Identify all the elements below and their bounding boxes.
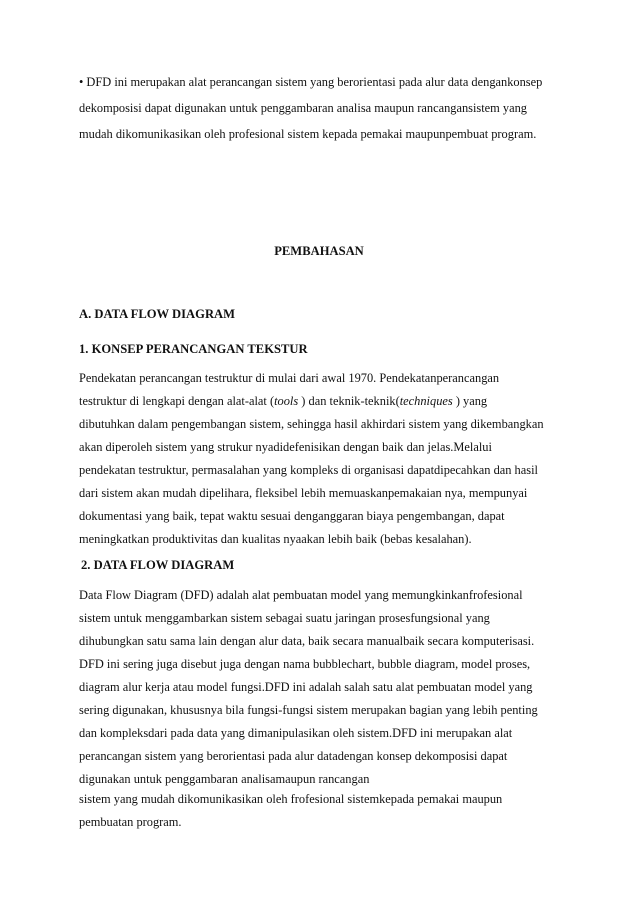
subsection-1-line-4: akan diperoleh sistem yang strukur nyadidefenisikan dengan baik dan jelas.Melalui — [79, 440, 492, 454]
intro-line-3: mudah dikomunikasikan oleh profesional sistem kepada pemakai maupunpembuat program. — [79, 127, 537, 141]
subsection-2-line-10: sistem yang mudah dikomunikasikan oleh frofesional sistemkepada pemakai maupun — [79, 792, 503, 806]
line-2-part-a: testruktur di lengkapi dengan alat-alat ( — [79, 394, 275, 408]
subsection-1-line-3: dibutuhkan dalam pengembangan sistem, sehingga hasil akhirdari sistem yang dikembangkan — [79, 417, 544, 431]
subsection-1-line-2 — [79, 393, 487, 409]
section-a-title: A. DATA FLOW DIAGRAM — [79, 307, 236, 321]
subsection-2-line-7: dan kompleksdari pada data yang dimanipulasikan oleh sistem.DFD ini merupakan alat — [79, 726, 513, 740]
subsection-1-title: 1. KONSEP PERANCANGAN TEKSTUR — [79, 342, 308, 356]
subsection-1-line-1: Pendekatan perancangan testruktur di mulai dari awal 1970. Pendekatanperancangan — [79, 371, 500, 385]
subsection-1-line-8: meningkatkan produktivitas dan kualitas nyaakan lebih baik (bebas kesalahan). — [79, 532, 472, 546]
subsection-2-line-2: sistem untuk menggambarkan sistem sebagai suatu jaringan prosesfungsional yang — [79, 611, 490, 625]
main-heading: PEMBAHASAN — [274, 244, 364, 258]
line-2-part-b: ) dan teknik-teknik( — [298, 394, 400, 408]
techniques-term: techniques — [399, 394, 453, 408]
subsection-2-title: 2. DATA FLOW DIAGRAM — [81, 558, 235, 572]
subsection-2-line-1: Data Flow Diagram (DFD) adalah alat pembuatan model yang memungkinkanfrofesional — [79, 588, 523, 602]
intro-line-1: • DFD ini merupakan alat perancangan sistem yang berorientasi pada alur data dengankonsep — [79, 75, 543, 89]
subsection-2-line-9: digunakan untuk penggambaran analisamaupun rancangan — [79, 772, 370, 786]
subsection-2-line-6: sering digunakan, khususnya bila fungsi-fungsi sistem merupakan bagian yang lebih penting — [79, 703, 538, 717]
line-2-part-c: ) yang — [452, 394, 488, 408]
subsection-2-line-5: diagram alur kerja atau model fungsi.DFD ini adalah salah satu alat pembuatan model yang — [79, 680, 533, 694]
tools-term: tools — [274, 394, 299, 408]
intro-line-2: dekomposisi dapat digunakan untuk penggambaran analisa maupun rancangansistem yang — [79, 101, 528, 115]
subsection-1-line-7: dokumentasi yang baik, tepat waktu sesuai denganggaran biaya pengembangan, dapat — [79, 509, 505, 523]
subsection-2-line-8: perancangan sistem yang berorientasi pada alur datadengan konsep dekomposisi dapat — [79, 749, 508, 763]
subsection-2-line-11: pembuatan program. — [79, 815, 182, 829]
subsection-2-line-3: dihubungkan satu sama lain dengan alur data, baik secara manualbaik secara komputerisasi. — [79, 634, 535, 648]
subsection-1-line-6: dari sistem akan mudah dipelihara, fleksibel lebih memuaskanpemakaian nya, mempunyai — [79, 486, 528, 500]
subsection-1-line-5: pendekatan testruktur, permasalahan yang kompleks di organisasi dapatdipecahkan dan hasil — [79, 463, 538, 477]
subsection-2-line-4: DFD ini sering juga disebut juga dengan nama bubblechart, bubble diagram, model proses, — [79, 657, 531, 671]
